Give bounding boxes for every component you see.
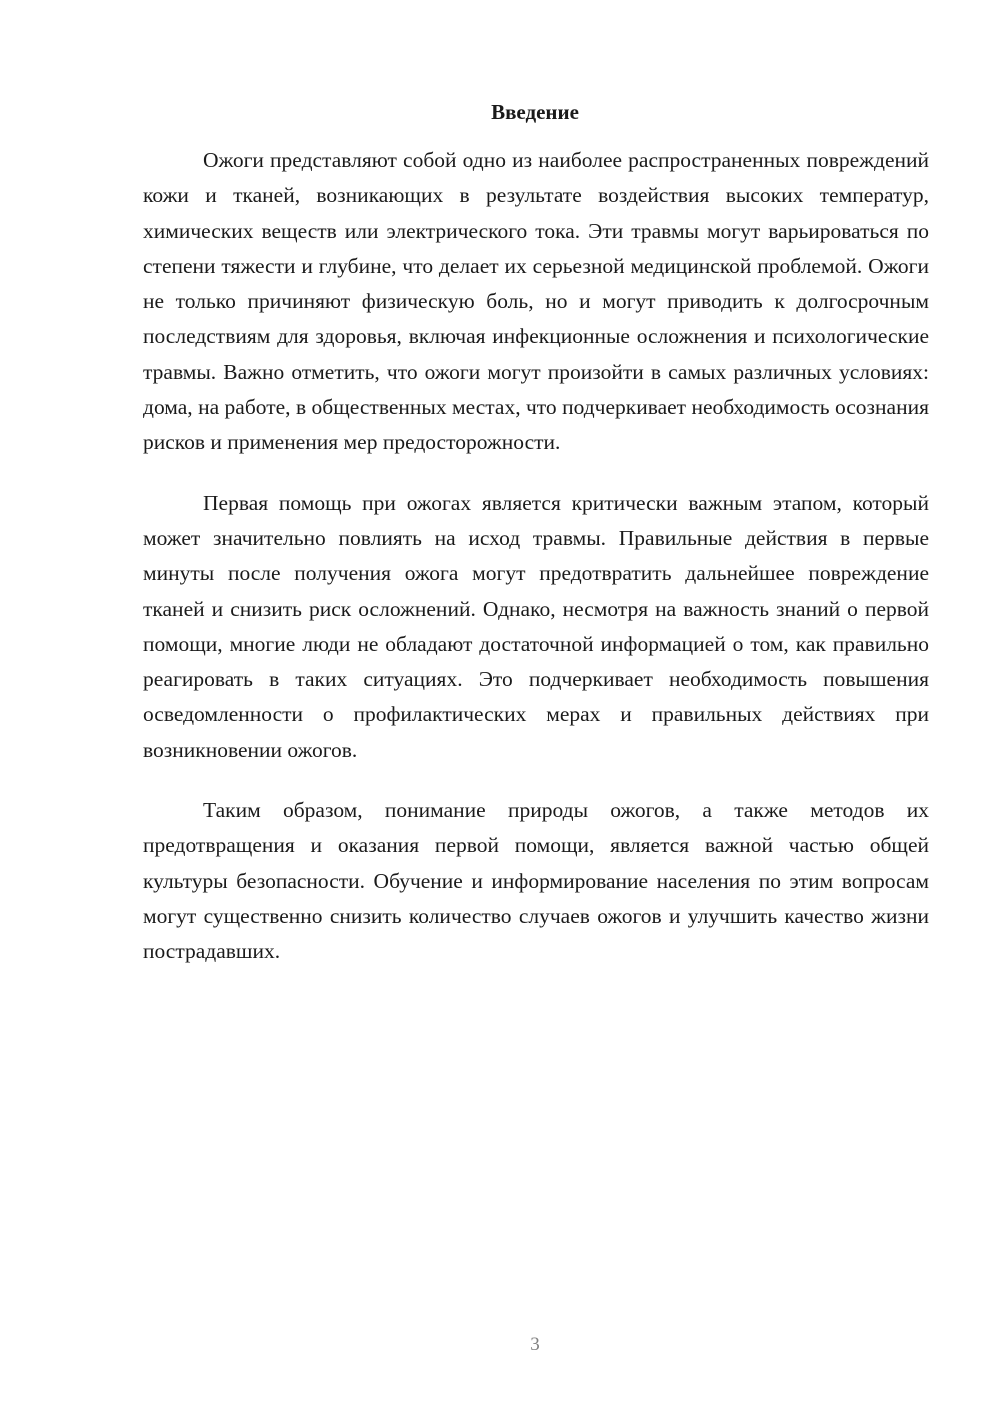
section-heading: Введение: [491, 100, 579, 124]
body-text: [143, 143, 929, 995]
paragraph-intro: Ожоги представляют собой одно из наиболее распространенных повреждений кожи и тканей, возникающих в результате воздействия высоких температур, химических веществ или электрического тока. Эти травмы могут варьироваться по степени тяжести и глубине, что делает их серьезной медицинской проблемой. Ожоги не только причиняют физическую боль, но и могут приводить к долгосрочным последствиям для здоровья, включая инфекционные осложнения и психологические травмы. Важно отметить, что ожоги могут произойти в самых различных условиях: дома, на работе, в общественных местах, что подчеркивает необходимость осознания рисков и применения мер предосторожности.: [143, 148, 929, 455]
paragraph-conclusion: Таким образом, понимание природы ожогов, а также методов их предотвращения и оказания первой помощи, является важной частью общей культуры безопасности. Обучение и информирование населения по этим вопросам могут существенно снизить количество случаев ожогов и улучшить качество жизни пострадавших.: [143, 798, 929, 964]
page-number: 3: [530, 1334, 540, 1355]
paragraph-first-aid: Первая помощь при ожогах является критически важным этапом, который может значительно повлиять на исход травмы. Правильные действия в первые минуты после получения ожога могут предотвратить дальнейшее повреждение тканей и снизить риск осложнений. Однако, несмотря на важность знаний о первой помощи, многие люди не обладают достаточной информацией о том, как правильно реагировать в таких ситуациях. Это подчеркивает необходимость повышения осведомленности о профилактических мерах и правильных действиях при возникновении ожогов.: [143, 490, 929, 762]
